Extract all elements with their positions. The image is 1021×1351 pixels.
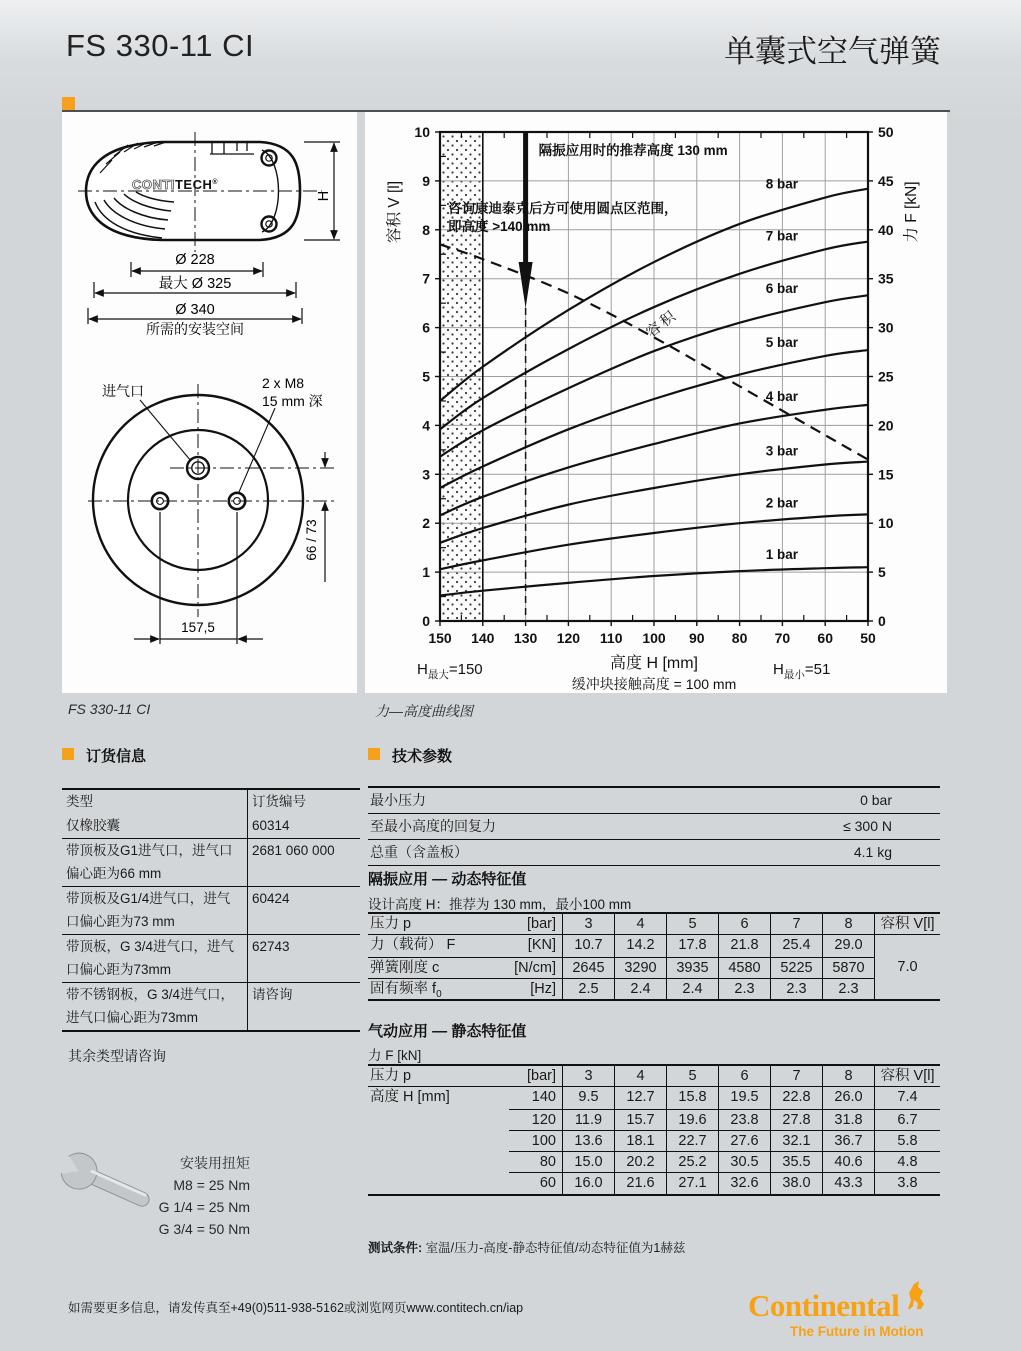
table-cell: 3.8 <box>874 1172 940 1193</box>
x-tick-label: 150 <box>428 630 452 646</box>
table-cell: 5 <box>666 1066 718 1087</box>
continental-wordmark: Continental <box>748 1288 900 1323</box>
table-cell: 27.8 <box>770 1109 822 1130</box>
table-cell: 2.3 <box>718 978 770 999</box>
curve-label: 8 bar <box>765 176 798 192</box>
table-cell: 19.6 <box>666 1109 718 1130</box>
ordering-row <box>62 838 360 886</box>
table-cell: 4.8 <box>874 1151 940 1172</box>
table-cell: 6.7 <box>874 1109 940 1130</box>
y-left-axis-title: 容积 V [l] <box>386 180 403 244</box>
table-cell: 120 <box>509 1109 562 1130</box>
dynamic-table <box>368 912 940 1001</box>
table-cell: 压力 p <box>368 914 509 935</box>
bumper-note: 缓冲块接触高度 = 100 mm <box>571 676 737 692</box>
table-cell: 4580 <box>718 957 770 978</box>
y-left-tick-label: 10 <box>414 124 430 140</box>
y-right-axis-title: 力 F [kN] <box>903 181 920 243</box>
table-cell: [Hz] <box>509 978 562 999</box>
bottom-view <box>88 384 334 617</box>
y-left-tick-label: 6 <box>422 319 430 336</box>
torque-item-m8: M8 = 25 Nm <box>173 1177 250 1193</box>
table-cell: 31.8 <box>822 1109 874 1130</box>
curve-label: 3 bar <box>765 443 798 459</box>
footer-contact: 如需要更多信息，请发传真至+49(0)511-938-5162或浏览网页www.contitech.cn/iap <box>68 1301 524 1315</box>
bolt-label-line2: 15 mm 深 <box>262 393 323 409</box>
table-cell: 5 <box>666 914 718 935</box>
table-cell: 36.7 <box>822 1130 874 1151</box>
table-cell: 2.4 <box>666 978 718 999</box>
table-cell: 3935 <box>666 957 718 978</box>
table-cell: 容积 V[l] <box>874 914 940 935</box>
table-cell: 7 <box>770 1066 822 1087</box>
table-cell: 25.4 <box>770 935 822 956</box>
ordering-col-code: 订货编号 <box>247 790 360 814</box>
curve-label: 4 bar <box>765 388 798 404</box>
table-cell: 32.1 <box>770 1130 822 1151</box>
table-cell: 2645 <box>562 957 614 978</box>
table-cell: 3 <box>562 1066 614 1087</box>
table-cell: 140 <box>531 1089 556 1106</box>
static-table <box>368 1064 940 1196</box>
curve-label: 2 bar <box>765 495 798 511</box>
table-cell: 3 <box>562 914 614 935</box>
table-cell: 14.2 <box>614 935 666 956</box>
table-cell: 高度 H [mm] <box>370 1089 450 1106</box>
table-cell: 2.4 <box>614 978 666 999</box>
table-cell: 13.6 <box>562 1130 614 1151</box>
table-cell <box>368 1130 509 1151</box>
chart-caption: 力—高度曲线图 <box>375 703 473 719</box>
y-right-tick-label: 35 <box>878 270 894 287</box>
tech-label: 总重（含盖板） <box>370 844 468 860</box>
static-title: 气动应用 — 静态特征值 <box>368 1023 527 1040</box>
y-left-tick-label: 7 <box>422 270 430 287</box>
table-cell: 8 <box>822 914 874 935</box>
table-cell: 10.7 <box>562 935 614 956</box>
ordering-col-type: 类型 <box>66 794 93 809</box>
dim-offset: 66 / 73 <box>304 519 319 561</box>
table-cell: 5.8 <box>874 1130 940 1151</box>
ordering-table <box>62 788 360 1032</box>
table-cell: 容积 V[l] <box>874 1066 940 1087</box>
table-cell: 16.0 <box>562 1172 614 1193</box>
dim-325: 最大 Ø 325 <box>158 276 232 292</box>
table-cell: 18.1 <box>614 1130 666 1151</box>
wrench-icon <box>50 1136 165 1231</box>
table-cell: 22.8 <box>770 1087 822 1108</box>
volume-cell: 7.0 <box>874 935 940 999</box>
table-cell: 11.9 <box>562 1109 614 1130</box>
x-tick-label: 100 <box>642 630 666 646</box>
ordering-row <box>62 886 360 934</box>
table-cell <box>368 1151 509 1172</box>
tech-value: 0 bar <box>860 792 892 808</box>
table-cell <box>368 1109 509 1130</box>
h-max-label: $H_{最大}=150$ <box>417 661 483 681</box>
install-space-label: 所需的安装空间 <box>146 321 244 337</box>
table-cell: 6 <box>718 914 770 935</box>
table-cell: 27.6 <box>718 1130 770 1151</box>
table-cell: 100 <box>509 1130 562 1151</box>
x-axis-title: 高度 H [mm] <box>610 655 698 672</box>
x-tick-label: 120 <box>556 630 581 646</box>
page-title: 单囊式空气弹簧 <box>724 34 941 69</box>
dynamic-title: 隔振应用 — 动态特征值 <box>368 871 527 888</box>
ordering-row <box>62 814 360 838</box>
torque-item-g14: G 1/4 = 25 Nm <box>158 1199 250 1215</box>
tech-label: 最小压力 <box>370 792 426 808</box>
table-cell: 32.6 <box>718 1172 770 1193</box>
curve-label: 7 bar <box>765 228 798 244</box>
ordering-code: 请咨询 <box>247 983 360 1030</box>
table-cell: 固有频率 $f_0$ <box>368 978 509 999</box>
x-tick-label: 70 <box>774 630 791 646</box>
table-cell: 20.2 <box>614 1151 666 1172</box>
y-left-tick-label: 2 <box>422 515 430 532</box>
dim-pitch: 157,5 <box>181 620 215 635</box>
table-cell: [KN] <box>527 937 556 954</box>
table-cell: 6 <box>718 1066 770 1087</box>
x-tick-label: 50 <box>860 630 876 646</box>
curve-label: 1 bar <box>765 547 798 563</box>
ordering-row <box>62 934 360 982</box>
y-left-tick-label: 5 <box>422 368 430 385</box>
table-cell: 40.6 <box>822 1151 874 1172</box>
ordering-code: 60424 <box>247 887 360 934</box>
y-right-tick-label: 20 <box>878 417 894 434</box>
y-left-tick-label: 8 <box>422 221 430 238</box>
tech-value: ≤ 300 N <box>843 818 892 834</box>
orange-marker <box>368 748 380 760</box>
x-tick-label: 60 <box>817 630 833 646</box>
table-cell: 38.0 <box>770 1172 822 1193</box>
y-left-tick-label: 3 <box>422 466 430 483</box>
tech-row <box>368 840 940 866</box>
torque-block <box>150 1152 250 1240</box>
table-cell: 35.5 <box>770 1151 822 1172</box>
table-cell: 21.8 <box>718 935 770 956</box>
brand-tagline: The Future in Motion <box>790 1324 924 1339</box>
table-cell: 21.6 <box>614 1172 666 1193</box>
ordering-header-row <box>62 790 360 814</box>
dim-340: Ø 340 <box>175 302 215 318</box>
volume-curve-label: 容积 <box>643 306 682 342</box>
table-cell: 4 <box>614 914 666 935</box>
table-cell: 80 <box>509 1151 562 1172</box>
table-cell: [bar] <box>509 1066 562 1087</box>
x-tick-label: 110 <box>599 630 623 646</box>
table-cell: 15.8 <box>666 1087 718 1108</box>
drawing-caption: FS 330-11 CI <box>68 701 151 717</box>
table-cell: 弹簧刚度 c <box>368 957 509 978</box>
table-cell: 5870 <box>822 957 874 978</box>
y-right-tick-label: 50 <box>878 124 894 140</box>
dynamic-subtitle: 设计高度 H：推荐为 130 mm，最小100 mm <box>368 897 632 912</box>
table-cell: 19.5 <box>718 1087 770 1108</box>
static-subtitle: 力 F [kN] <box>368 1048 422 1063</box>
y-right-tick-label: 5 <box>878 564 886 581</box>
table-cell: [N/cm] <box>509 957 562 978</box>
y-left-tick-label: 4 <box>422 417 430 434</box>
ordering-type: 带顶板及G1进气口，进气口偏心距为66 mm <box>66 843 233 881</box>
ordering-type: 带顶板，G 3/4进气口，进气口偏心距为73mm <box>66 939 235 977</box>
dim-height: H <box>316 190 332 202</box>
torque-item-g34: G 3/4 = 50 Nm <box>158 1221 250 1237</box>
table-cell: 2.3 <box>770 978 822 999</box>
table-cell: 15.7 <box>614 1109 666 1130</box>
table-cell: 26.0 <box>822 1087 874 1108</box>
curve-label: 6 bar <box>765 281 798 297</box>
y-left-tick-label: 0 <box>422 613 430 629</box>
ordering-note: 其余类型请咨询 <box>68 1048 166 1064</box>
table-cell: 压力 p <box>368 1066 509 1087</box>
ordering-type: 带顶板及G1/4进气口，进气口偏心距为73 mm <box>66 891 231 929</box>
horse-icon <box>902 1280 926 1310</box>
y-left-tick-label: 9 <box>422 172 430 189</box>
table-cell: [bar] <box>509 914 562 935</box>
ordering-section-title: 订货信息 <box>86 748 147 765</box>
dotted-region-note: 即高度 >140 mm <box>448 219 551 234</box>
y-right-tick-label: 40 <box>878 221 894 238</box>
table-cell: 43.3 <box>822 1172 874 1193</box>
table-cell: 5225 <box>770 957 822 978</box>
table-cell: 力（载荷） F <box>370 937 456 954</box>
ordering-type: 带不锈钢板，G 3/4进气口，进气口偏心距为73mm <box>66 987 235 1025</box>
ordering-type: 仅橡胶囊 <box>66 818 120 833</box>
bolt-label-line1: 2 x M8 <box>262 375 305 391</box>
x-tick-label: 80 <box>731 630 748 646</box>
tech-row <box>368 814 940 840</box>
table-cell: 60 <box>509 1172 562 1193</box>
y-right-tick-label: 0 <box>878 613 886 629</box>
table-cell: 23.8 <box>718 1109 770 1130</box>
y-right-tick-label: 30 <box>878 319 894 336</box>
table-cell: 12.7 <box>614 1087 666 1108</box>
y-right-tick-label: 15 <box>878 466 894 483</box>
table-cell: 9.5 <box>562 1087 614 1108</box>
y-left-tick-label: 1 <box>422 564 430 581</box>
contitech-logo: CONTITECH® <box>132 177 219 192</box>
h-min-label: $H_{最小}=51$ <box>773 661 831 681</box>
tech-section-title: 技术参数 <box>392 748 453 765</box>
tech-row <box>368 788 940 814</box>
y-right-tick-label: 45 <box>878 172 894 189</box>
table-cell: 7 <box>770 914 822 935</box>
bellows-cross-section <box>78 132 322 252</box>
torque-title: 安装用扭矩 <box>180 1155 250 1171</box>
test-conditions <box>368 1238 685 1256</box>
table-cell: 2.5 <box>562 978 614 999</box>
table-cell: 30.5 <box>718 1151 770 1172</box>
tech-label: 至最小高度的回复力 <box>370 818 496 834</box>
table-cell: 2.3 <box>822 978 874 999</box>
table-cell: 4 <box>614 1066 666 1087</box>
dim-228: Ø 228 <box>175 252 215 268</box>
table-cell: 7.4 <box>874 1087 940 1108</box>
arrow-down-icon <box>519 262 533 308</box>
x-tick-label: 140 <box>471 630 495 646</box>
ordering-code: 62743 <box>247 935 360 982</box>
ordering-code: 2681 060 000 <box>247 839 360 886</box>
orange-marker <box>62 97 75 110</box>
table-cell: 27.1 <box>666 1172 718 1193</box>
chart-panel <box>365 112 947 693</box>
test-conditions-text: 室温/压力-高度-静态特征值/动态特征值为1赫兹 <box>422 1241 686 1255</box>
continental-logo <box>748 1280 948 1339</box>
inlet-label: 进气口 <box>102 383 144 399</box>
table-cell: 29.0 <box>822 935 874 956</box>
tech-params-table <box>368 786 940 866</box>
recommended-height-note: 隔振应用时的推荐高度 130 mm <box>538 143 728 158</box>
y-right-tick-label: 10 <box>878 515 894 532</box>
test-conditions-label: 测试条件: <box>368 1241 423 1255</box>
technical-drawing <box>62 112 357 693</box>
tech-value: 4.1 kg <box>853 844 892 860</box>
x-tick-label: 90 <box>689 630 705 646</box>
table-cell: 17.8 <box>666 935 718 956</box>
curve-label: 5 bar <box>765 334 798 350</box>
table-cell: 8 <box>822 1066 874 1087</box>
ordering-code: 60314 <box>247 814 360 838</box>
drawing-panel <box>62 112 357 693</box>
table-cell: 15.0 <box>562 1151 614 1172</box>
table-cell <box>368 1172 509 1193</box>
table-cell: 3290 <box>614 957 666 978</box>
dotted-region-note: 咨询康迪泰克后方可使用圆点区范围， <box>448 201 678 216</box>
force-height-chart <box>365 112 947 693</box>
x-tick-label: 130 <box>513 630 538 646</box>
y-right-tick-label: 25 <box>878 368 894 385</box>
table-cell: 25.2 <box>666 1151 718 1172</box>
ordering-row <box>62 982 360 1030</box>
orange-marker <box>62 748 74 760</box>
product-code: FS 330-11 CI <box>66 28 255 63</box>
table-cell: 22.7 <box>666 1130 718 1151</box>
